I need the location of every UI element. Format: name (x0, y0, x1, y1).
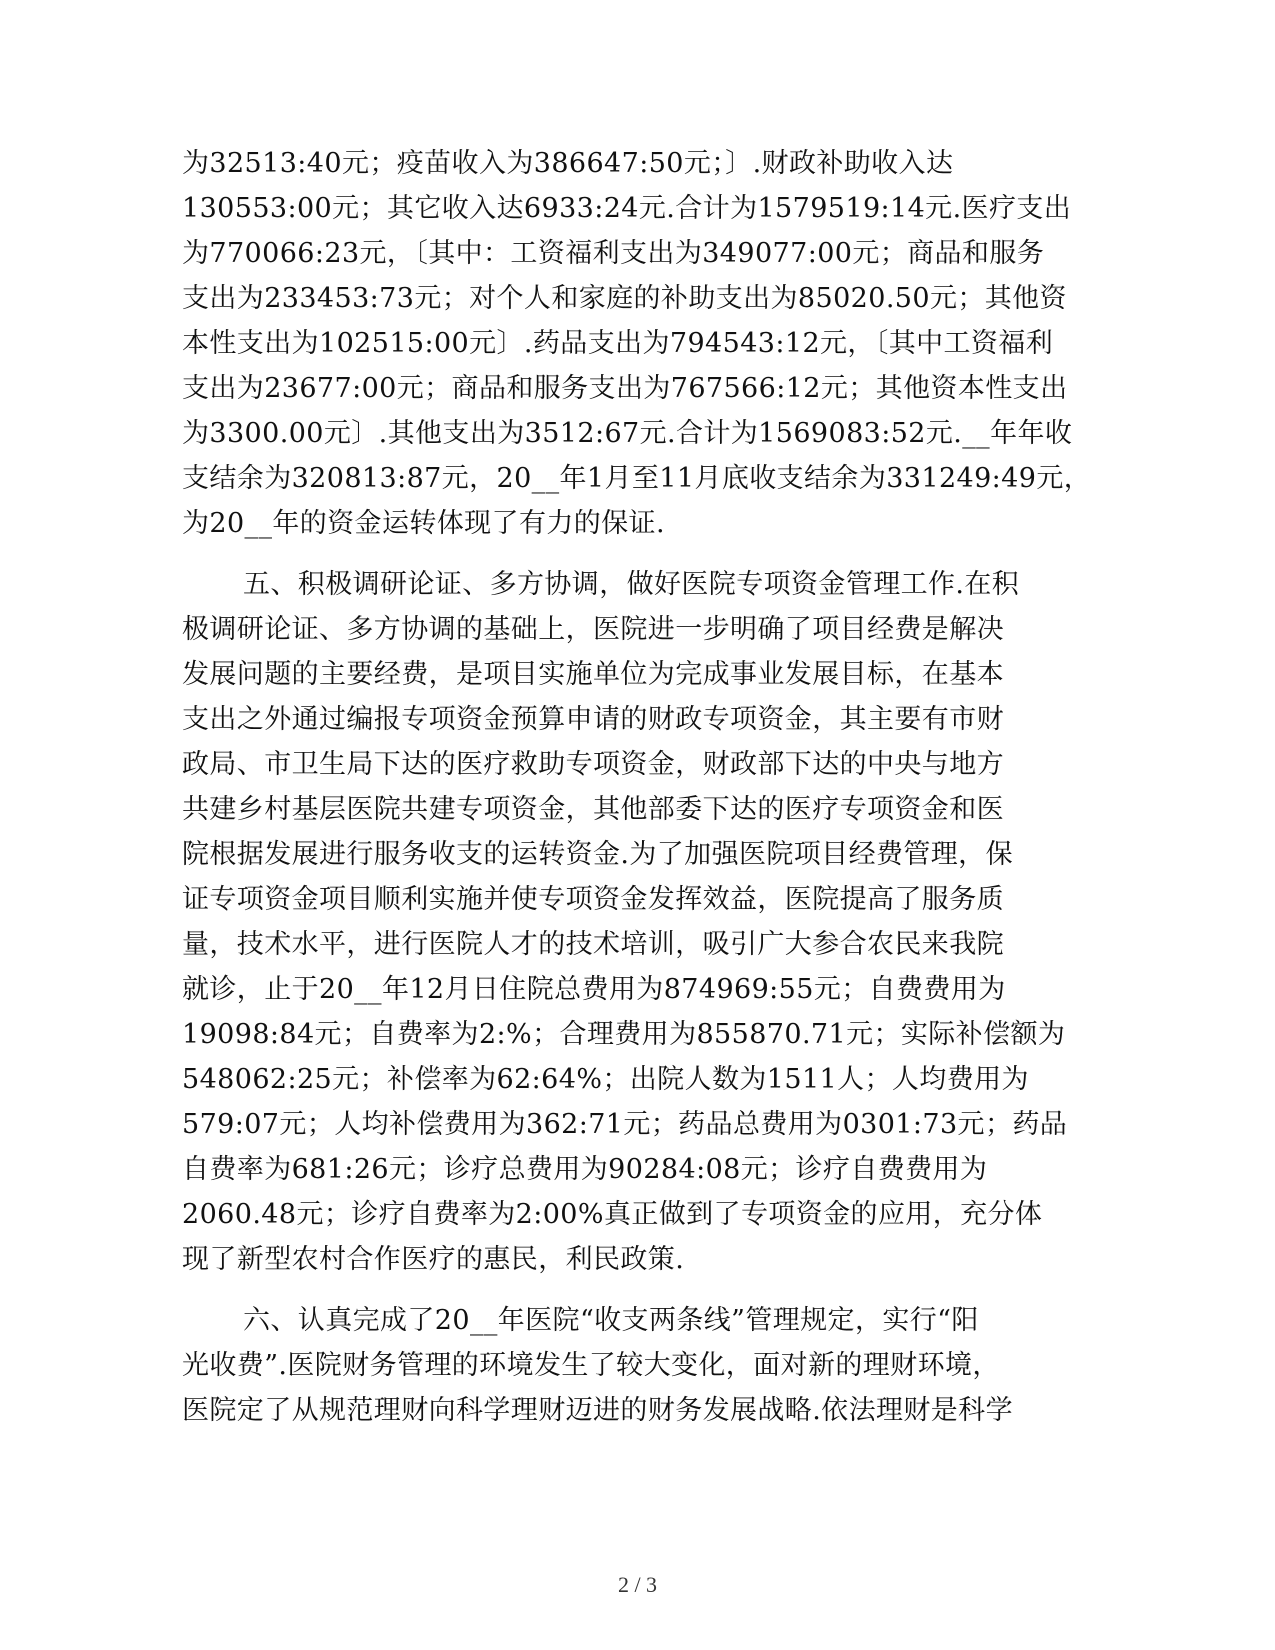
text-line: 支出为233453:73元；对个人和家庭的补助支出为85020.50元；其他资 (182, 283, 1067, 314)
text-line: 现了新型农村合作医疗的惠民，利民政策. (182, 1244, 685, 1275)
text-line: 为20__年的资金运转体现了有力的保证. (182, 508, 665, 539)
text-line: 支出为23677:00元；商品和服务支出为767566:12元；其他资本性支出 (182, 373, 1068, 404)
text-line: 自费率为681:26元；诊疗总费用为90284:08元；诊疗自费费用为 (182, 1154, 988, 1185)
text-line: 医院定了从规范理财向科学理财迈进的财务发展战略.依法理财是科学 (182, 1395, 1013, 1426)
text-line: 光收费”.医院财务管理的环境发生了较大变化，面对新的理财环境， (182, 1350, 1000, 1381)
paragraph-first-line: 六、认真完成了20__年医院“收支两条线”管理规定，实行“阳 (243, 1305, 979, 1336)
page-number: 2 / 3 (617, 1572, 658, 1597)
text-line: 130553:00元；其它收入达6933:24元.合计为1579519:14元.医疗支出 (182, 193, 1072, 224)
text-line: 2060.48元；诊疗自费率为2:00%真正做到了专项资金的应用，充分体 (182, 1199, 1043, 1230)
text-line: 极调研论证、多方协调的基础上，医院进一步明确了项目经费是解决 (182, 614, 1004, 645)
text-line: 院根据发展进行服务收支的运转资金.为了加强医院项目经费管理，保 (182, 839, 1013, 870)
text-line: 就诊，止于20__年12月日住院总费用为874969:55元；自费费用为 (182, 974, 1006, 1005)
text-line: 19098:84元；自费率为2:%；合理费用为855870.71元；实际补偿额为 (182, 1019, 1066, 1050)
text-line: 发展问题的主要经费，是项目实施单位为完成事业发展目标，在基本 (182, 659, 1004, 690)
text-line: 支结余为320813:87元，20__年1月至11月底收支结余为331249:49元， (182, 463, 1092, 494)
text-line: 579:07元；人均补偿费用为362:71元；药品总费用为0301:73元；药品 (182, 1109, 1068, 1140)
text-line: 为770066:23元，〔其中：工资福利支出为349077:00元；商品和服务 (182, 238, 1045, 269)
text-line: 支出之外通过编报专项资金预算申请的财政专项资金，其主要有市财 (182, 704, 1004, 735)
text-line: 本性支出为102515:00元〕.药品支出为794543:12元，〔其中工资福利 (182, 328, 1054, 359)
text-line: 为32513:40元；疫苗收入为386647:50元；〕.财政补助收入达 (182, 148, 954, 179)
text-line: 共建乡村基层医院共建专项资金，其他部委下达的医疗专项资金和医 (182, 794, 1004, 825)
paragraph-first-line: 五、积极调研论证、多方协调，做好医院专项资金管理工作.在积 (243, 569, 1020, 600)
text-line: 量，技术水平，进行医院人才的技术培训，吸引广大参合农民来我院 (182, 929, 1004, 960)
text-line: 为3300.00元〕.其他支出为3512:67元.合计为1569083:52元.__年年收 (182, 418, 1073, 449)
text-line: 548062:25元；补偿率为62:64%；出院人数为1511人；人均费用为 (182, 1064, 1029, 1095)
text-line: 证专项资金项目顺利实施并使专项资金发挥效益，医院提高了服务质 (182, 884, 1004, 915)
text-line: 政局、市卫生局下达的医疗救助专项资金，财政部下达的中央与地方 (182, 749, 1004, 780)
